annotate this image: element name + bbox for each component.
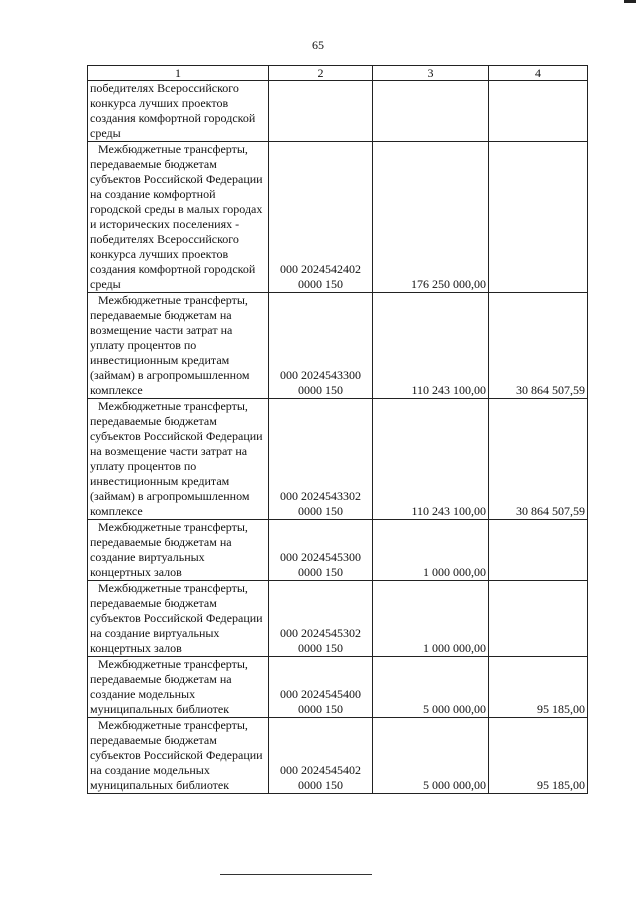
row-code: 000 2024545300 0000 150 <box>269 520 373 581</box>
table-row <box>88 657 588 718</box>
scan-edge-mark <box>624 0 636 3</box>
row-amount-col4 <box>489 81 588 142</box>
row-name: победителях Всероссийского конкурса лучших проектов создания комфортной городской среды <box>90 81 256 140</box>
row-name: Межбюджетные трансферты, передаваемые бюджетам на создание виртуальных концертных залов <box>90 520 248 579</box>
row-code: 000 2024543302 0000 150 <box>269 399 373 520</box>
row-amount-col3: 5 000 000,00 <box>373 718 489 794</box>
row-amount-col4: 30 864 507,59 <box>489 399 588 520</box>
row-name-cell <box>88 81 269 142</box>
row-code: 000 2024542402 0000 150 <box>269 142 373 293</box>
row-name: Межбюджетные трансферты, передаваемые бюджетам субъектов Российской Федерации на возмещение части затрат на уплату процентов по инвестиционным кредитам (займам) в агропромышленном комплексе <box>90 399 263 518</box>
row-name: Межбюджетные трансферты, передаваемые бюджетам на возмещение части затрат на уплату процентов по инвестиционным кредитам (займам) в агропромышленном комплексе <box>90 293 250 397</box>
column-header-2: 2 <box>269 66 373 81</box>
row-amount-col4: 95 185,00 <box>489 718 588 794</box>
row-code: 000 2024545400 0000 150 <box>269 657 373 718</box>
table-row <box>88 718 588 794</box>
row-amount-col3: 1 000 000,00 <box>373 581 489 657</box>
row-name-cell <box>88 293 269 399</box>
table-row <box>88 399 588 520</box>
column-header-1: 1 <box>88 66 269 81</box>
row-name: Межбюджетные трансферты, передаваемые бюджетам субъектов Российской Федерации на создание модельных муниципальных библиотек <box>90 718 263 792</box>
row-amount-col4 <box>489 581 588 657</box>
table-row <box>88 81 588 142</box>
column-header-3: 3 <box>373 66 489 81</box>
row-amount-col3 <box>373 81 489 142</box>
row-code: 000 2024543300 0000 150 <box>269 293 373 399</box>
footer-rule <box>220 874 372 875</box>
row-name-cell <box>88 718 269 794</box>
row-name-cell <box>88 581 269 657</box>
row-name: Межбюджетные трансферты, передаваемые бюджетам на создание модельных муниципальных библиотек <box>90 657 248 716</box>
row-amount-col4: 95 185,00 <box>489 657 588 718</box>
row-name-cell <box>88 142 269 293</box>
row-amount-col4 <box>489 142 588 293</box>
row-name-cell <box>88 520 269 581</box>
row-name-cell <box>88 399 269 520</box>
column-header-4: 4 <box>489 66 588 81</box>
row-amount-col3: 176 250 000,00 <box>373 142 489 293</box>
row-code <box>269 81 373 142</box>
table-header-row <box>88 66 588 81</box>
row-name: Межбюджетные трансферты, передаваемые бюджетам субъектов Российской Федерации на создание виртуальных концертных залов <box>90 581 263 655</box>
row-amount-col3: 5 000 000,00 <box>373 657 489 718</box>
row-name-cell <box>88 657 269 718</box>
page-number: 65 <box>312 38 324 52</box>
table-row <box>88 293 588 399</box>
table-row <box>88 142 588 293</box>
row-amount-col4: 30 864 507,59 <box>489 293 588 399</box>
row-amount-col3: 1 000 000,00 <box>373 520 489 581</box>
row-amount-col4 <box>489 520 588 581</box>
row-name: Межбюджетные трансферты, передаваемые бюджетам субъектов Российской Федерации на создание комфортной городской среды в малых городах и исторических поселениях - победителях Всероссийского конкурса лучших проектов создания комфортной городской среды <box>90 142 263 291</box>
row-amount-col3: 110 243 100,00 <box>373 399 489 520</box>
budget-table <box>87 65 588 794</box>
row-code: 000 2024545402 0000 150 <box>269 718 373 794</box>
row-code: 000 2024545302 0000 150 <box>269 581 373 657</box>
row-amount-col3: 110 243 100,00 <box>373 293 489 399</box>
table-row <box>88 520 588 581</box>
table-row <box>88 581 588 657</box>
